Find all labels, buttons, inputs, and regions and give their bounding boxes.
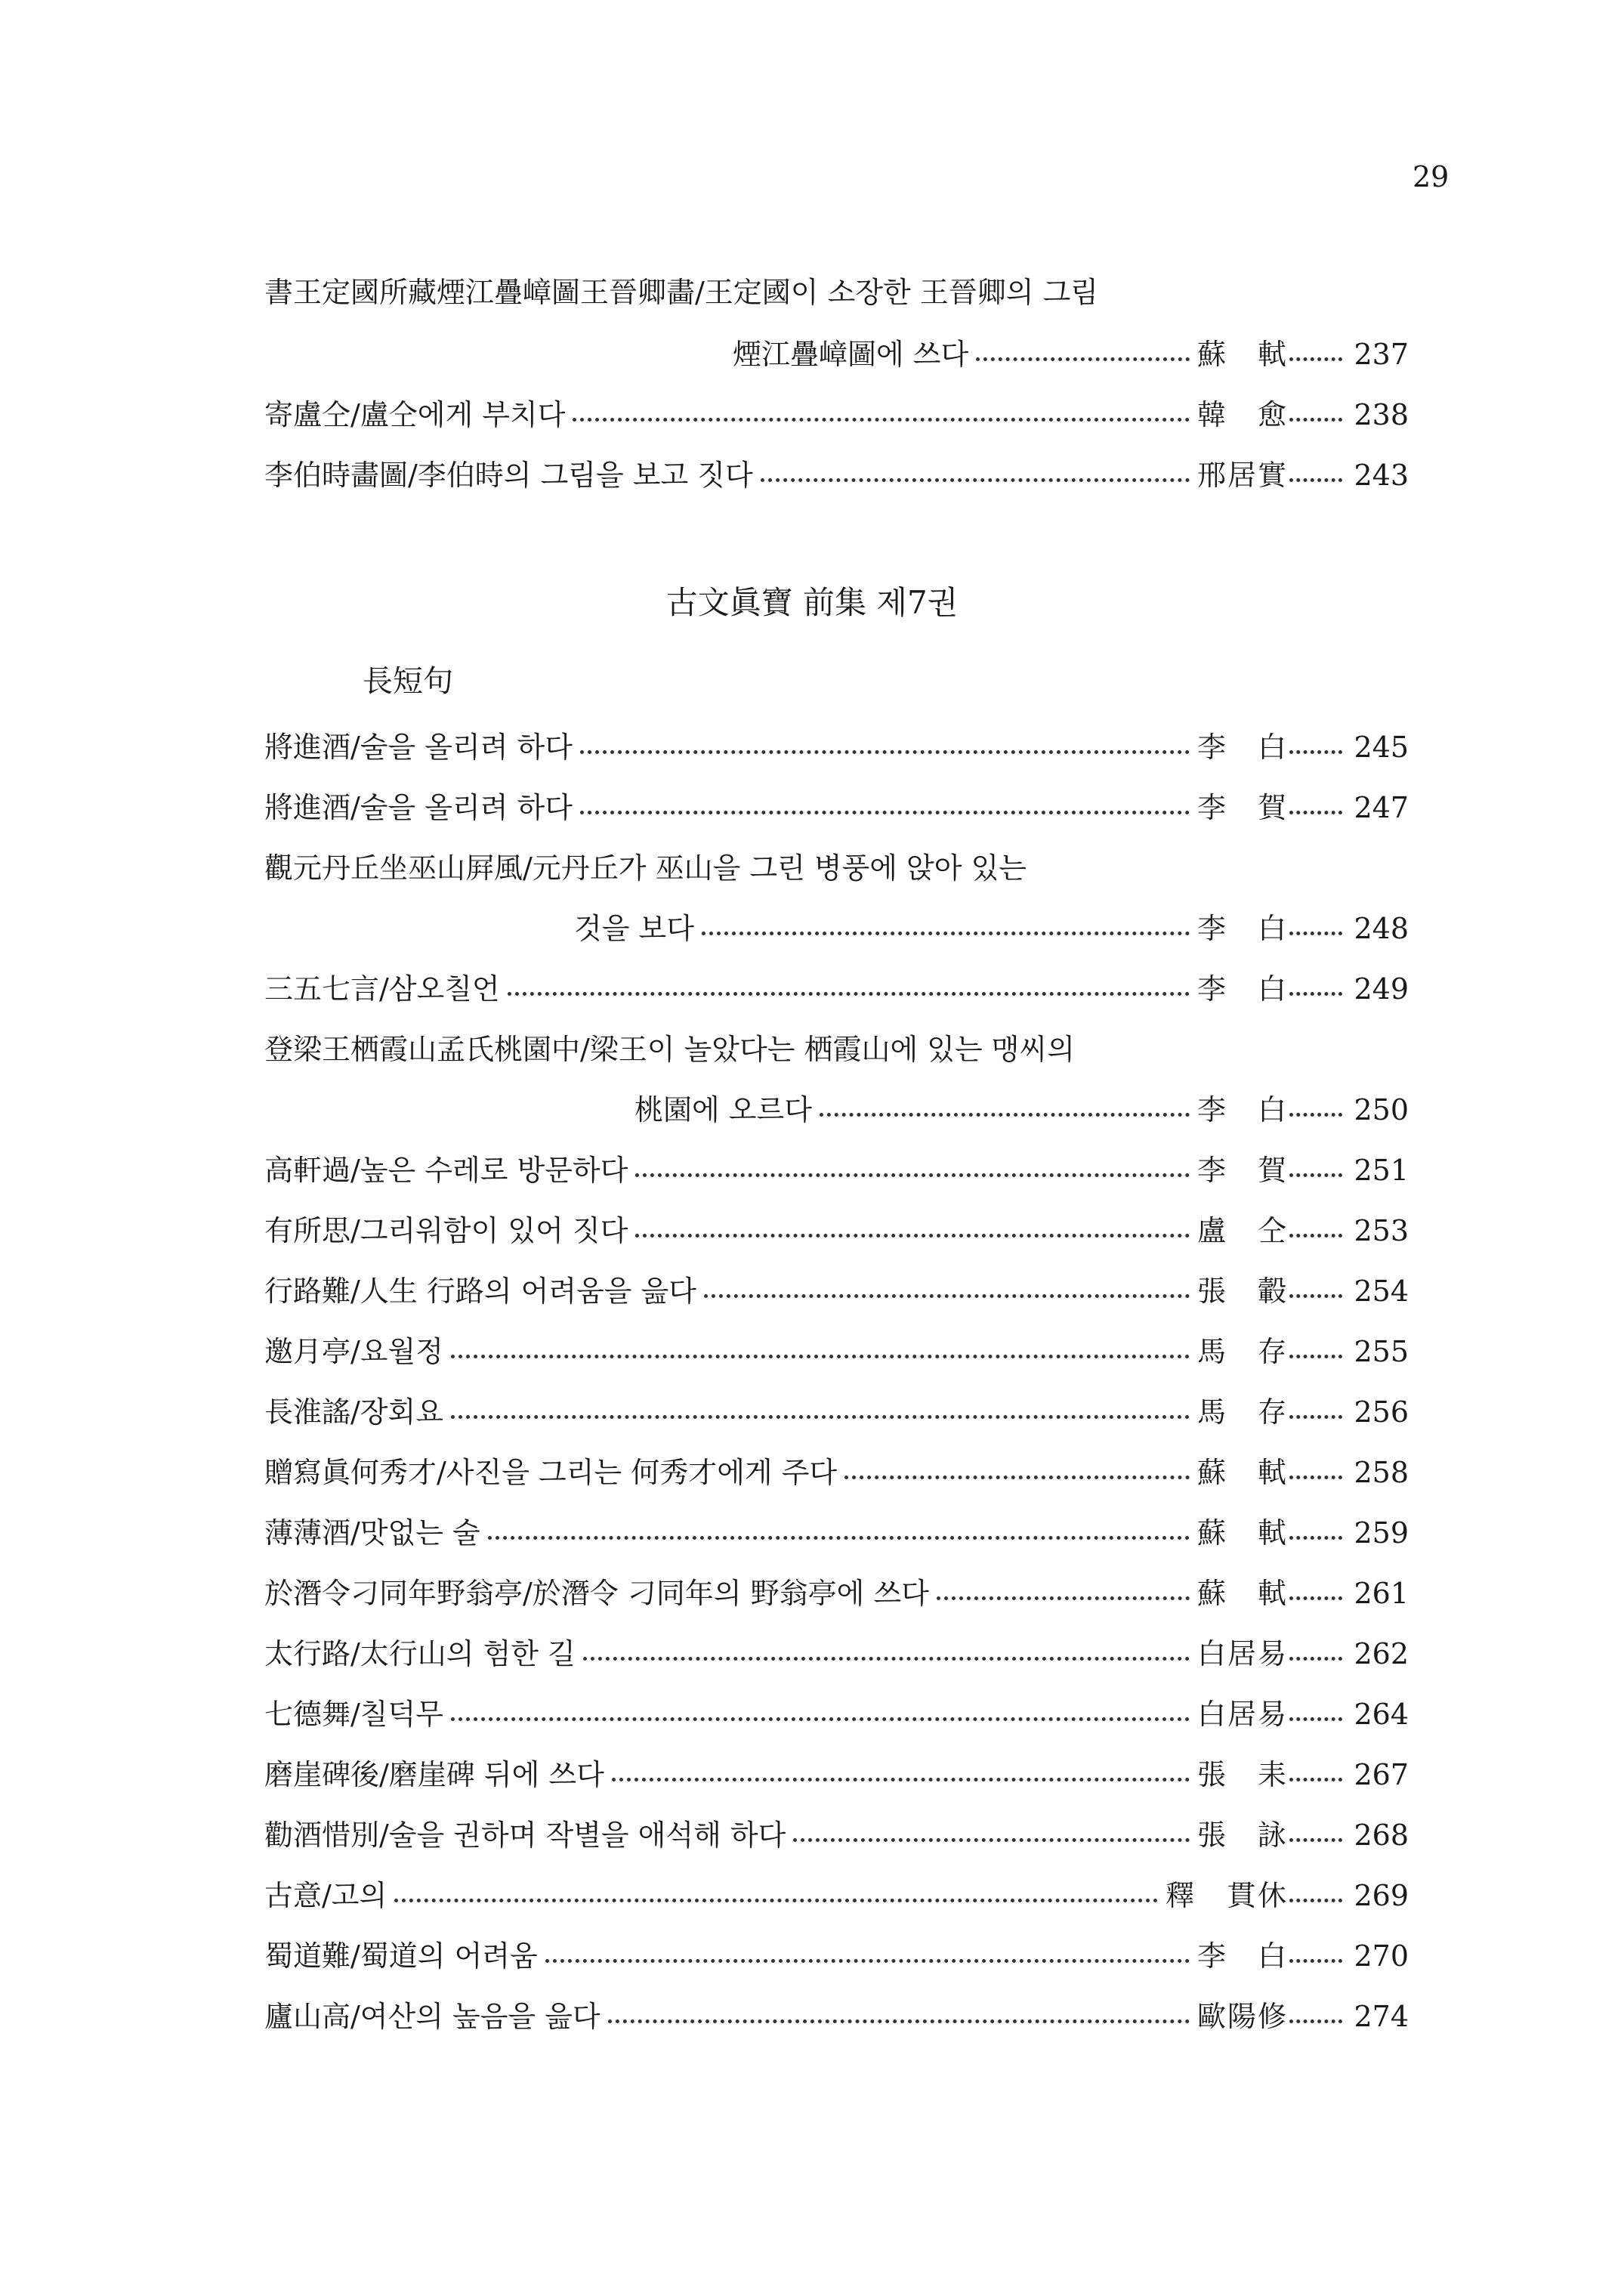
toc-entry [264, 1815, 1409, 1856]
dot-leader [1289, 1596, 1342, 1600]
toc-entry [264, 1452, 1409, 1493]
entry-author: 韓 愈 [1197, 398, 1286, 431]
entry-title: 三五七言/삼오칠언 [264, 972, 500, 1006]
dot-leader [1289, 1959, 1342, 1963]
dot-leader [1289, 2020, 1342, 2023]
entry-page: 261 [1354, 1577, 1409, 1610]
entry-page: 254 [1354, 1275, 1409, 1308]
entry-author: 李 白 [1197, 1093, 1286, 1126]
dot-leader [508, 992, 1190, 996]
entry-author: 白居易 [1197, 1698, 1286, 1731]
toc-entry [264, 394, 1409, 435]
entry-author: 李 賀 [1197, 1154, 1286, 1187]
dot-leader [793, 1838, 1190, 1842]
dot-leader [608, 2020, 1190, 2023]
entry-title-cont: 桃園에 오르다 [634, 1093, 812, 1126]
entry-author: 李 賀 [1197, 791, 1286, 824]
entry-author: 白居易 [1197, 1637, 1286, 1670]
dot-leader [820, 1113, 1190, 1117]
dot-leader [704, 1294, 1190, 1298]
entry-author: 盧 仝 [1197, 1214, 1286, 1247]
entry-page: 270 [1354, 1939, 1409, 1973]
dot-leader [1289, 418, 1342, 422]
toc-entry [264, 1573, 1409, 1614]
entry-title: 長淮謠/장회요 [264, 1395, 443, 1429]
entry-title: 勸酒惜別/술을 권하며 작별을 애석해 하다 [264, 1819, 786, 1852]
entry-author: 李 白 [1197, 731, 1286, 764]
entry-author: 蘇 軾 [1197, 338, 1286, 371]
entry-title: 太行路/太行山의 험한 길 [264, 1637, 576, 1670]
dot-leader [451, 1355, 1190, 1358]
entry-author: 張 轂 [1197, 1275, 1286, 1308]
dot-leader [1289, 1355, 1342, 1358]
toc-entry [264, 969, 1409, 1009]
dot-leader [1289, 357, 1342, 361]
dot-leader [451, 1717, 1190, 1721]
toc-entry [264, 1875, 1409, 1916]
entry-page: 258 [1354, 1456, 1409, 1489]
entry-page: 249 [1354, 972, 1409, 1006]
dot-leader [844, 1476, 1190, 1479]
entry-page: 262 [1354, 1637, 1409, 1670]
toc-entry [264, 1271, 1409, 1312]
entry-title: 贈寫眞何秀才/사진을 그리는 何秀才에게 주다 [264, 1456, 838, 1489]
toc-entry [264, 272, 1409, 313]
toc-entry [264, 1210, 1409, 1251]
entry-author: 蘇 軾 [1197, 1516, 1286, 1550]
dot-leader [937, 1596, 1190, 1600]
entry-author: 馬 存 [1197, 1395, 1286, 1429]
entry-page: 256 [1354, 1395, 1409, 1429]
toc-entry-continued [574, 908, 1409, 949]
entry-title: 有所思/그리워함이 있어 짓다 [264, 1214, 628, 1247]
entry-title: 薄薄酒/맛없는 술 [264, 1516, 480, 1550]
entry-title: 李伯時畵圖/李伯時의 그림을 보고 짓다 [264, 459, 753, 492]
entry-page: 247 [1354, 791, 1409, 824]
entry-title: 寄盧仝/盧仝에게 부치다 [264, 398, 566, 431]
entry-title: 磨崖碑後/磨崖碑 뒤에 쓰다 [264, 1758, 604, 1791]
entry-author: 李 白 [1197, 972, 1286, 1006]
entry-title: 將進酒/술을 올리려 하다 [264, 731, 573, 764]
dot-leader [1289, 1234, 1342, 1238]
entry-title: 七德舞/칠덕무 [264, 1698, 443, 1731]
dot-leader [635, 1234, 1190, 1238]
toc-entry [264, 727, 1409, 768]
toc-entry [264, 1936, 1409, 1976]
toc-entry [264, 1996, 1409, 2037]
entry-title: 於潛令刁同年野翁亭/於潛令 刁同年의 野翁亭에 쓰다 [264, 1577, 929, 1610]
entry-page: 253 [1354, 1214, 1409, 1247]
entry-title: 登梁王栖霞山孟氏桃園中/梁王이 놀았다는 栖霞山에 있는 맹씨의 [264, 1033, 1075, 1066]
entry-author: 蘇 軾 [1197, 1577, 1286, 1610]
entry-page: 248 [1354, 912, 1409, 945]
toc-entry [264, 787, 1409, 828]
toc-entry [264, 1513, 1409, 1553]
entry-page: 274 [1354, 2000, 1409, 2033]
entry-page: 264 [1354, 1698, 1409, 1731]
entry-page: 255 [1354, 1335, 1409, 1368]
entry-page: 243 [1354, 459, 1409, 492]
entry-page: 250 [1354, 1093, 1409, 1126]
entry-author: 歐陽修 [1197, 2000, 1286, 2033]
page-number: 29 [1413, 160, 1450, 193]
dot-leader [1289, 811, 1342, 814]
toc-entry [264, 1150, 1409, 1191]
entry-title: 將進酒/술을 올리려 하다 [264, 791, 573, 824]
entry-title: 行路難/人生 行路의 어려움을 읊다 [264, 1275, 696, 1308]
dot-leader [612, 1778, 1190, 1782]
entry-title: 觀元丹丘坐巫山屛風/元丹丘가 巫山을 그린 병풍에 앉아 있는 [264, 851, 1027, 885]
toc-entry [264, 1694, 1409, 1735]
dot-leader [1289, 1899, 1342, 1902]
dot-leader [1289, 1778, 1342, 1782]
dot-leader [1289, 1717, 1342, 1721]
dot-leader [702, 932, 1190, 935]
entry-page: 237 [1354, 338, 1409, 371]
entry-page: 238 [1354, 398, 1409, 431]
dot-leader [976, 357, 1190, 361]
entry-author: 蘇 軾 [1197, 1456, 1286, 1489]
dot-leader [761, 478, 1190, 482]
dot-leader [1289, 478, 1342, 482]
entry-title: 古意/고의 [264, 1879, 387, 1912]
toc-entry [264, 1633, 1409, 1674]
dot-leader [1289, 1294, 1342, 1298]
dot-leader [1289, 1113, 1342, 1117]
section-title: 古文眞寶 前集 제7권 [665, 584, 959, 621]
toc-entry [264, 1754, 1409, 1795]
dot-leader [451, 1415, 1190, 1419]
dot-leader [1289, 1173, 1342, 1177]
dot-leader [1289, 1657, 1342, 1661]
entry-author: 張 耒 [1197, 1758, 1286, 1791]
entry-author: 李 白 [1197, 1939, 1286, 1973]
entry-page: 268 [1354, 1819, 1409, 1852]
dot-leader [545, 1959, 1190, 1963]
dot-leader [488, 1536, 1190, 1540]
dot-leader [1289, 1536, 1342, 1540]
toc-entry [264, 1029, 1409, 1070]
entry-author: 張 詠 [1197, 1819, 1286, 1852]
toc-entry [264, 455, 1409, 496]
entry-page: 251 [1354, 1154, 1409, 1187]
dot-leader [583, 1657, 1190, 1661]
entry-title: 高軒過/높은 수레로 방문하다 [264, 1154, 628, 1187]
toc-entry [264, 848, 1409, 888]
entry-author: 馬 存 [1197, 1335, 1286, 1368]
dot-leader [1289, 1415, 1342, 1419]
section-subtitle: 長短句 [363, 664, 453, 699]
entry-page: 267 [1354, 1758, 1409, 1791]
entry-page: 269 [1354, 1879, 1409, 1912]
entry-title: 蜀道難/蜀道의 어려움 [264, 1939, 538, 1973]
dot-leader [1289, 1476, 1342, 1479]
dot-leader [1289, 932, 1342, 935]
entry-author: 李 白 [1197, 912, 1286, 945]
entry-title-cont: 것을 보다 [574, 912, 694, 945]
dot-leader [394, 1899, 1158, 1902]
toc-entry [264, 1331, 1409, 1372]
entry-title-cont: 煙江疊嶂圖에 쓰다 [733, 338, 969, 371]
dot-leader [1289, 750, 1342, 754]
entry-page: 259 [1354, 1516, 1409, 1550]
entry-title: 書王定國所藏煙江疊嶂圖王晉卿畵/王定國이 소장한 王晉卿의 그림 [264, 276, 1098, 309]
dot-leader [573, 418, 1190, 422]
dot-leader [580, 750, 1190, 754]
entry-title: 邀月亭/요월정 [264, 1335, 443, 1368]
toc-entry [264, 1392, 1409, 1432]
entry-author: 邢居實 [1197, 459, 1286, 492]
toc-entry-continued [733, 334, 1409, 375]
entry-author: 釋 貫休 [1166, 1879, 1286, 1912]
dot-leader [580, 811, 1190, 814]
entry-page: 245 [1354, 731, 1409, 764]
entry-title: 廬山高/여산의 높음을 읊다 [264, 2000, 601, 2033]
toc-entry-continued [634, 1089, 1409, 1130]
dot-leader [1289, 992, 1342, 996]
dot-leader [1289, 1838, 1342, 1842]
dot-leader [635, 1173, 1190, 1177]
